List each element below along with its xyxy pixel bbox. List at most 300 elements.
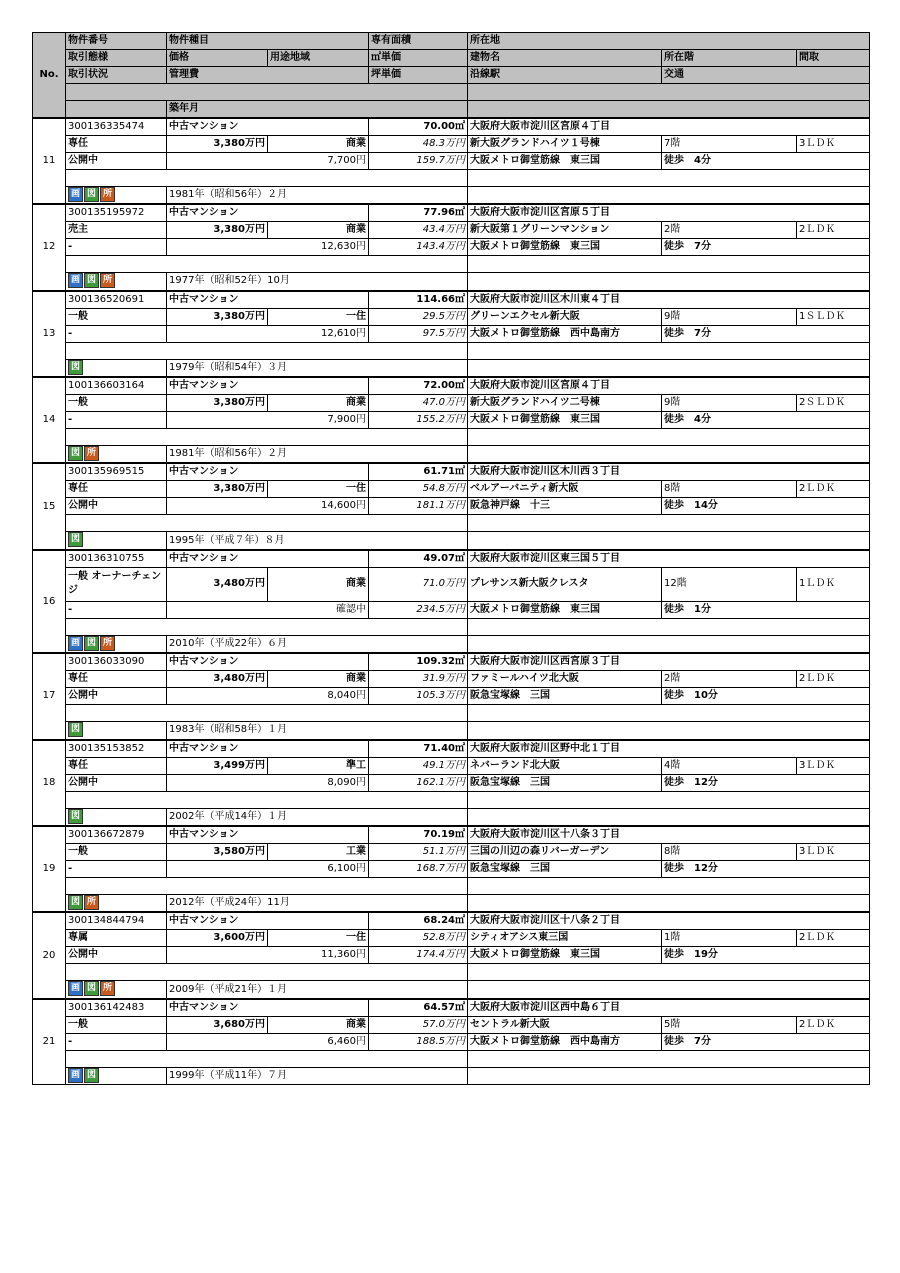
listing-built: 2002年（平成14年）１月 bbox=[167, 808, 468, 826]
table-row bbox=[33, 947, 870, 964]
listing-zone: 準工 bbox=[268, 757, 369, 774]
listing-layout: 1ＳＬＤＫ bbox=[797, 308, 870, 325]
listing-status: - bbox=[66, 601, 167, 618]
table-row bbox=[33, 222, 870, 239]
listing-type: 中古マンション bbox=[167, 912, 369, 930]
listing-building: ファミールハイツ北大阪 bbox=[468, 671, 662, 688]
table-row bbox=[33, 308, 870, 325]
header-price: 価格 bbox=[167, 50, 268, 67]
listing-zone: 一住 bbox=[268, 481, 369, 498]
listing-floor: 1階 bbox=[662, 930, 797, 947]
listing-walk: 徒歩 4分 bbox=[662, 412, 870, 429]
location-badge-icon[interactable]: 所 bbox=[100, 187, 115, 202]
table-row bbox=[33, 359, 870, 377]
listing-address: 大阪府大阪市淀川区宮原４丁目 bbox=[468, 118, 870, 136]
listing-type: 中古マンション bbox=[167, 118, 369, 136]
table-header bbox=[33, 33, 870, 118]
listing-blank bbox=[468, 1050, 870, 1067]
floorplan-badge-icon[interactable]: 図 bbox=[84, 981, 99, 996]
listing-address: 大阪府大阪市淀川区十八条２丁目 bbox=[468, 912, 870, 930]
listing-m2-price: 29.5万円 bbox=[369, 308, 468, 325]
listing-price: 3,600万円 bbox=[167, 930, 268, 947]
listing-m2-price: 52.8万円 bbox=[369, 930, 468, 947]
listing-mode: 専任 bbox=[66, 135, 167, 152]
listing-building: 新大阪第１グリーンマンション bbox=[468, 222, 662, 239]
listing-area: 64.57㎡ bbox=[369, 999, 468, 1017]
listing-address: 大阪府大阪市淀川区十八条３丁目 bbox=[468, 826, 870, 844]
listing-blank bbox=[468, 878, 870, 895]
table-row bbox=[33, 239, 870, 256]
listing-icons bbox=[66, 635, 167, 653]
listing-fee: 確認中 bbox=[167, 601, 369, 618]
table-row bbox=[33, 445, 870, 463]
listing-built: 2012年（平成24年）11月 bbox=[167, 894, 468, 912]
listing-floor: 9階 bbox=[662, 308, 797, 325]
listing-icons bbox=[66, 359, 167, 377]
listing-icons bbox=[66, 186, 167, 204]
listing-no: 21 bbox=[33, 999, 66, 1085]
listing-type: 中古マンション bbox=[167, 291, 369, 309]
listing-station: 大阪メトロ御堂筋線 東三国 bbox=[468, 412, 662, 429]
listing-tsubo-price: 155.2万円 bbox=[369, 412, 468, 429]
table-row bbox=[33, 808, 870, 826]
listing-blank bbox=[468, 1067, 870, 1085]
table-row bbox=[33, 204, 870, 222]
listing-blank bbox=[66, 964, 468, 981]
listing-table bbox=[32, 32, 870, 1085]
table-row bbox=[33, 463, 870, 481]
table-row bbox=[33, 273, 870, 291]
header-youto: 用途地域 bbox=[268, 50, 369, 67]
listing-walk: 徒歩 12分 bbox=[662, 774, 870, 791]
listing-zone: 商業 bbox=[268, 395, 369, 412]
listing-blank bbox=[468, 894, 870, 912]
listing-m2-price: 71.0万円 bbox=[369, 567, 468, 601]
listing-layout: 2ＬＤＫ bbox=[797, 930, 870, 947]
listing-layout: 3ＬＤＫ bbox=[797, 757, 870, 774]
location-badge-icon[interactable]: 所 bbox=[84, 446, 99, 461]
table-row bbox=[33, 152, 870, 169]
listing-building: シティオアシス東三国 bbox=[468, 930, 662, 947]
listing-blank bbox=[66, 429, 468, 446]
listing-blank bbox=[468, 705, 870, 722]
listing-walk: 徒歩 7分 bbox=[662, 1033, 870, 1050]
table-row bbox=[33, 1016, 870, 1033]
listing-blank bbox=[468, 964, 870, 981]
floorplan-badge-icon[interactable]: 図 bbox=[68, 360, 83, 375]
listing-station: 大阪メトロ御堂筋線 東三国 bbox=[468, 947, 662, 964]
listing-station: 大阪メトロ御堂筋線 西中島南方 bbox=[468, 325, 662, 342]
listing-mode: 一般 bbox=[66, 1016, 167, 1033]
floorplan-badge-icon[interactable]: 図 bbox=[84, 187, 99, 202]
table-row bbox=[33, 757, 870, 774]
listing-station: 阪急神戸線 十三 bbox=[468, 498, 662, 515]
listing-layout: 2ＬＤＫ bbox=[797, 222, 870, 239]
listing-station: 大阪メトロ御堂筋線 東三国 bbox=[468, 239, 662, 256]
listing-blank bbox=[66, 1050, 468, 1067]
listing-floor: 8階 bbox=[662, 481, 797, 498]
table-row bbox=[33, 688, 870, 705]
listing-blank bbox=[468, 256, 870, 273]
listing-price: 3,380万円 bbox=[167, 308, 268, 325]
listing-layout: 3ＬＤＫ bbox=[797, 135, 870, 152]
listing-blank bbox=[468, 186, 870, 204]
listing-building: 新大阪グランドハイツ１号棟 bbox=[468, 135, 662, 152]
listing-address: 大阪府大阪市淀川区西宮原３丁目 bbox=[468, 653, 870, 671]
listing-mode: 専任 bbox=[66, 757, 167, 774]
listing-fee: 8,090円 bbox=[167, 774, 369, 791]
listing-layout: 3ＬＤＫ bbox=[797, 844, 870, 861]
listing-area: 61.71㎡ bbox=[369, 463, 468, 481]
listing-walk: 徒歩 4分 bbox=[662, 152, 870, 169]
table-row bbox=[33, 912, 870, 930]
listing-no: 16 bbox=[33, 550, 66, 653]
listing-status: 公開中 bbox=[66, 688, 167, 705]
listing-floor: 4階 bbox=[662, 757, 797, 774]
listing-blank bbox=[468, 359, 870, 377]
listing-fee: 11,360円 bbox=[167, 947, 369, 964]
listing-mode: 専任 bbox=[66, 671, 167, 688]
floorplan-badge-icon[interactable]: 図 bbox=[84, 1068, 99, 1083]
listing-icons bbox=[66, 722, 167, 740]
table-row bbox=[33, 618, 870, 635]
listing-id: 300136142483 bbox=[66, 999, 167, 1017]
listing-id: 100136603164 bbox=[66, 377, 167, 395]
listing-type: 中古マンション bbox=[167, 653, 369, 671]
listing-type: 中古マンション bbox=[167, 740, 369, 758]
listing-icons bbox=[66, 532, 167, 550]
listing-area: 109.32㎡ bbox=[369, 653, 468, 671]
listing-building: 三国の川辺の森リバーガーデン bbox=[468, 844, 662, 861]
image-badge-icon[interactable]: 画 bbox=[68, 187, 83, 202]
listing-layout: 2ＳＬＤＫ bbox=[797, 395, 870, 412]
listing-id: 300136672879 bbox=[66, 826, 167, 844]
listing-blank bbox=[468, 169, 870, 186]
listing-station: 大阪メトロ御堂筋線 東三国 bbox=[468, 601, 662, 618]
listing-m2-price: 49.1万円 bbox=[369, 757, 468, 774]
listing-no: 14 bbox=[33, 377, 66, 463]
listing-built: 1981年（昭和56年）２月 bbox=[167, 445, 468, 463]
listing-built: 1981年（昭和56年）２月 bbox=[167, 186, 468, 204]
header-address: 所在地 bbox=[468, 33, 870, 50]
table-row bbox=[33, 550, 870, 568]
table-row bbox=[33, 169, 870, 186]
listing-blank bbox=[66, 618, 468, 635]
listing-no: 11 bbox=[33, 118, 66, 204]
listing-building: ベルアーバニティ新大阪 bbox=[468, 481, 662, 498]
header-floor: 所在階 bbox=[662, 50, 797, 67]
listing-area: 49.07㎡ bbox=[369, 550, 468, 568]
listing-walk: 徒歩 10分 bbox=[662, 688, 870, 705]
listing-zone: 商業 bbox=[268, 567, 369, 601]
listing-address: 大阪府大阪市淀川区木川西３丁目 bbox=[468, 463, 870, 481]
listing-tsubo-price: 188.5万円 bbox=[369, 1033, 468, 1050]
listing-price: 3,380万円 bbox=[167, 135, 268, 152]
listing-id: 300136033090 bbox=[66, 653, 167, 671]
table-row bbox=[33, 325, 870, 342]
listing-blank bbox=[66, 515, 468, 532]
table-row bbox=[33, 774, 870, 791]
listing-m2-price: 43.4万円 bbox=[369, 222, 468, 239]
image-badge-icon[interactable]: 画 bbox=[68, 636, 83, 651]
listing-fee: 6,100円 bbox=[167, 861, 369, 878]
location-badge-icon[interactable]: 所 bbox=[84, 895, 99, 910]
table-row bbox=[33, 705, 870, 722]
header-m2-price: ㎡単価 bbox=[369, 50, 468, 67]
listing-area: 77.96㎡ bbox=[369, 204, 468, 222]
listing-floor: 9階 bbox=[662, 395, 797, 412]
header-kanrihi: 管理費 bbox=[167, 67, 369, 84]
listing-tsubo-price: 143.4万円 bbox=[369, 239, 468, 256]
table-row bbox=[33, 481, 870, 498]
listing-blank bbox=[468, 273, 870, 291]
listing-icons bbox=[66, 894, 167, 912]
header-blank bbox=[468, 100, 870, 118]
header-blank bbox=[468, 84, 870, 101]
listing-station: 阪急宝塚線 三国 bbox=[468, 688, 662, 705]
listing-zone: 工業 bbox=[268, 844, 369, 861]
table-row bbox=[33, 930, 870, 947]
listing-blank bbox=[468, 791, 870, 808]
header-blank bbox=[66, 100, 167, 118]
header-building: 建物名 bbox=[468, 50, 662, 67]
listing-status: - bbox=[66, 239, 167, 256]
listing-building: セントラル新大阪 bbox=[468, 1016, 662, 1033]
listing-status: 公開中 bbox=[66, 947, 167, 964]
listing-type: 中古マンション bbox=[167, 550, 369, 568]
table-row bbox=[33, 412, 870, 429]
image-badge-icon[interactable]: 画 bbox=[68, 1068, 83, 1083]
listing-m2-price: 57.0万円 bbox=[369, 1016, 468, 1033]
listing-no: 15 bbox=[33, 463, 66, 549]
listing-blank bbox=[66, 878, 468, 895]
image-badge-icon[interactable]: 画 bbox=[68, 273, 83, 288]
table-row bbox=[33, 722, 870, 740]
listing-floor: 2階 bbox=[662, 671, 797, 688]
listing-price: 3,680万円 bbox=[167, 1016, 268, 1033]
listing-status: 公開中 bbox=[66, 774, 167, 791]
listing-id: 300136335474 bbox=[66, 118, 167, 136]
listing-built: 2010年（平成22年）６月 bbox=[167, 635, 468, 653]
listing-walk: 徒歩 12分 bbox=[662, 861, 870, 878]
listing-m2-price: 48.3万円 bbox=[369, 135, 468, 152]
table-row bbox=[33, 342, 870, 359]
table-row bbox=[33, 186, 870, 204]
listing-built: 1995年（平成７年）８月 bbox=[167, 532, 468, 550]
header-bukken-no: 物件番号 bbox=[66, 33, 167, 50]
header-line: 沿線駅 bbox=[468, 67, 662, 84]
listing-blank bbox=[66, 705, 468, 722]
listing-price: 3,480万円 bbox=[167, 567, 268, 601]
listing-status: 公開中 bbox=[66, 152, 167, 169]
table-row bbox=[33, 981, 870, 999]
listing-walk: 徒歩 7分 bbox=[662, 239, 870, 256]
listing-address: 大阪府大阪市淀川区宮原４丁目 bbox=[468, 377, 870, 395]
listing-m2-price: 31.9万円 bbox=[369, 671, 468, 688]
listing-body bbox=[33, 118, 870, 1085]
listing-address: 大阪府大阪市淀川区西中島６丁目 bbox=[468, 999, 870, 1017]
header-madori: 間取 bbox=[797, 50, 870, 67]
listing-tsubo-price: 159.7万円 bbox=[369, 152, 468, 169]
listing-mode: 専任 bbox=[66, 481, 167, 498]
listing-built: 1977年（昭和52年）10月 bbox=[167, 273, 468, 291]
listing-blank bbox=[66, 256, 468, 273]
location-badge-icon[interactable]: 所 bbox=[100, 981, 115, 996]
listing-area: 70.00㎡ bbox=[369, 118, 468, 136]
listing-no: 18 bbox=[33, 740, 66, 826]
listing-tsubo-price: 168.7万円 bbox=[369, 861, 468, 878]
table-row bbox=[33, 498, 870, 515]
listing-tsubo-price: 234.5万円 bbox=[369, 601, 468, 618]
listing-m2-price: 47.0万円 bbox=[369, 395, 468, 412]
header-tsubo-price: 坪単価 bbox=[369, 67, 468, 84]
table-row bbox=[33, 999, 870, 1017]
listing-price: 3,380万円 bbox=[167, 395, 268, 412]
listing-area: 70.19㎡ bbox=[369, 826, 468, 844]
table-row bbox=[33, 118, 870, 136]
listing-type: 中古マンション bbox=[167, 826, 369, 844]
floorplan-badge-icon[interactable]: 図 bbox=[68, 809, 83, 824]
listing-status: 公開中 bbox=[66, 498, 167, 515]
listing-area: 114.66㎡ bbox=[369, 291, 468, 309]
listing-blank bbox=[468, 635, 870, 653]
table-row bbox=[33, 1033, 870, 1050]
listing-tsubo-price: 97.5万円 bbox=[369, 325, 468, 342]
listing-layout: 2ＬＤＫ bbox=[797, 481, 870, 498]
listing-id: 300134844794 bbox=[66, 912, 167, 930]
floorplan-badge-icon[interactable]: 図 bbox=[84, 273, 99, 288]
table-row bbox=[33, 515, 870, 532]
listing-icons bbox=[66, 445, 167, 463]
table-row bbox=[33, 826, 870, 844]
listing-zone: 商業 bbox=[268, 222, 369, 239]
listing-id: 300135153852 bbox=[66, 740, 167, 758]
listing-mode: 一般 bbox=[66, 395, 167, 412]
image-badge-icon[interactable]: 画 bbox=[68, 981, 83, 996]
listing-status: - bbox=[66, 325, 167, 342]
listing-address: 大阪府大阪市淀川区野中北１丁目 bbox=[468, 740, 870, 758]
listing-no: 12 bbox=[33, 204, 66, 290]
listing-status: - bbox=[66, 412, 167, 429]
listing-id: 300136520691 bbox=[66, 291, 167, 309]
listing-blank bbox=[468, 429, 870, 446]
listing-zone: 商業 bbox=[268, 671, 369, 688]
floorplan-badge-icon[interactable]: 図 bbox=[68, 895, 83, 910]
listing-address: 大阪府大阪市淀川区東三国５丁目 bbox=[468, 550, 870, 568]
listing-fee: 8,040円 bbox=[167, 688, 369, 705]
table-row bbox=[33, 844, 870, 861]
listing-zone: 一住 bbox=[268, 308, 369, 325]
listing-zone: 商業 bbox=[268, 135, 369, 152]
listing-building: プレサンス新大阪クレスタ bbox=[468, 567, 662, 601]
table-row bbox=[33, 291, 870, 309]
header-built: 築年月 bbox=[167, 100, 468, 118]
table-row bbox=[33, 791, 870, 808]
listing-mode: 一般 オーナーチェンジ bbox=[66, 567, 167, 601]
listing-no: 19 bbox=[33, 826, 66, 912]
listing-area: 71.40㎡ bbox=[369, 740, 468, 758]
listing-blank bbox=[468, 445, 870, 463]
listing-mode: 一般 bbox=[66, 308, 167, 325]
listing-status: - bbox=[66, 1033, 167, 1050]
table-row bbox=[33, 135, 870, 152]
listing-built: 1979年（昭和54年）３月 bbox=[167, 359, 468, 377]
listing-id: 300135195972 bbox=[66, 204, 167, 222]
listing-floor: 12階 bbox=[662, 567, 797, 601]
listing-station: 大阪メトロ御堂筋線 東三国 bbox=[468, 152, 662, 169]
listing-blank bbox=[468, 981, 870, 999]
header-access: 交通 bbox=[662, 67, 870, 84]
table-row bbox=[33, 532, 870, 550]
listing-zone: 商業 bbox=[268, 1016, 369, 1033]
table-row bbox=[33, 567, 870, 601]
listing-m2-price: 51.1万円 bbox=[369, 844, 468, 861]
listing-built: 1999年（平成11年）７月 bbox=[167, 1067, 468, 1085]
floorplan-badge-icon[interactable]: 図 bbox=[68, 722, 83, 737]
listing-floor: 7階 bbox=[662, 135, 797, 152]
listing-address: 大阪府大阪市淀川区宮原５丁目 bbox=[468, 204, 870, 222]
listing-blank bbox=[468, 515, 870, 532]
listing-price: 3,480万円 bbox=[167, 671, 268, 688]
listing-built: 1983年（昭和58年）１月 bbox=[167, 722, 468, 740]
listing-layout: 2ＬＤＫ bbox=[797, 671, 870, 688]
listing-floor: 2階 bbox=[662, 222, 797, 239]
listing-no: 17 bbox=[33, 653, 66, 739]
table-row bbox=[33, 1050, 870, 1067]
listing-price: 3,580万円 bbox=[167, 844, 268, 861]
listing-fee: 14,600円 bbox=[167, 498, 369, 515]
listing-blank bbox=[66, 791, 468, 808]
listing-id: 300136310755 bbox=[66, 550, 167, 568]
floorplan-badge-icon[interactable]: 図 bbox=[68, 532, 83, 547]
listing-fee: 7,900円 bbox=[167, 412, 369, 429]
listing-walk: 徒歩 19分 bbox=[662, 947, 870, 964]
table-row bbox=[33, 635, 870, 653]
floorplan-badge-icon[interactable]: 図 bbox=[68, 446, 83, 461]
listing-icons bbox=[66, 1067, 167, 1085]
header-jokyo: 取引状況 bbox=[66, 67, 167, 84]
listing-icons bbox=[66, 273, 167, 291]
listing-walk: 徒歩 7分 bbox=[662, 325, 870, 342]
listing-fee: 12,610円 bbox=[167, 325, 369, 342]
table-row bbox=[33, 1067, 870, 1085]
listing-tsubo-price: 162.1万円 bbox=[369, 774, 468, 791]
listing-price: 3,499万円 bbox=[167, 757, 268, 774]
floorplan-badge-icon[interactable]: 図 bbox=[84, 636, 99, 651]
listing-type: 中古マンション bbox=[167, 204, 369, 222]
table-row bbox=[33, 740, 870, 758]
table-row bbox=[33, 377, 870, 395]
listing-fee: 7,700円 bbox=[167, 152, 369, 169]
location-badge-icon[interactable]: 所 bbox=[100, 273, 115, 288]
listing-blank bbox=[468, 722, 870, 740]
table-row bbox=[33, 601, 870, 618]
listing-station: 大阪メトロ御堂筋線 西中島南方 bbox=[468, 1033, 662, 1050]
listing-fee: 12,630円 bbox=[167, 239, 369, 256]
listing-blank bbox=[468, 808, 870, 826]
listing-no: 13 bbox=[33, 291, 66, 377]
listing-blank bbox=[66, 169, 468, 186]
listing-fee: 6,460円 bbox=[167, 1033, 369, 1050]
listing-no: 20 bbox=[33, 912, 66, 998]
listing-area: 72.00㎡ bbox=[369, 377, 468, 395]
header-no: No. bbox=[33, 33, 66, 118]
location-badge-icon[interactable]: 所 bbox=[100, 636, 115, 651]
table-row bbox=[33, 861, 870, 878]
listing-mode: 売主 bbox=[66, 222, 167, 239]
listing-layout: 1ＬＤＫ bbox=[797, 567, 870, 601]
listing-id: 300135969515 bbox=[66, 463, 167, 481]
